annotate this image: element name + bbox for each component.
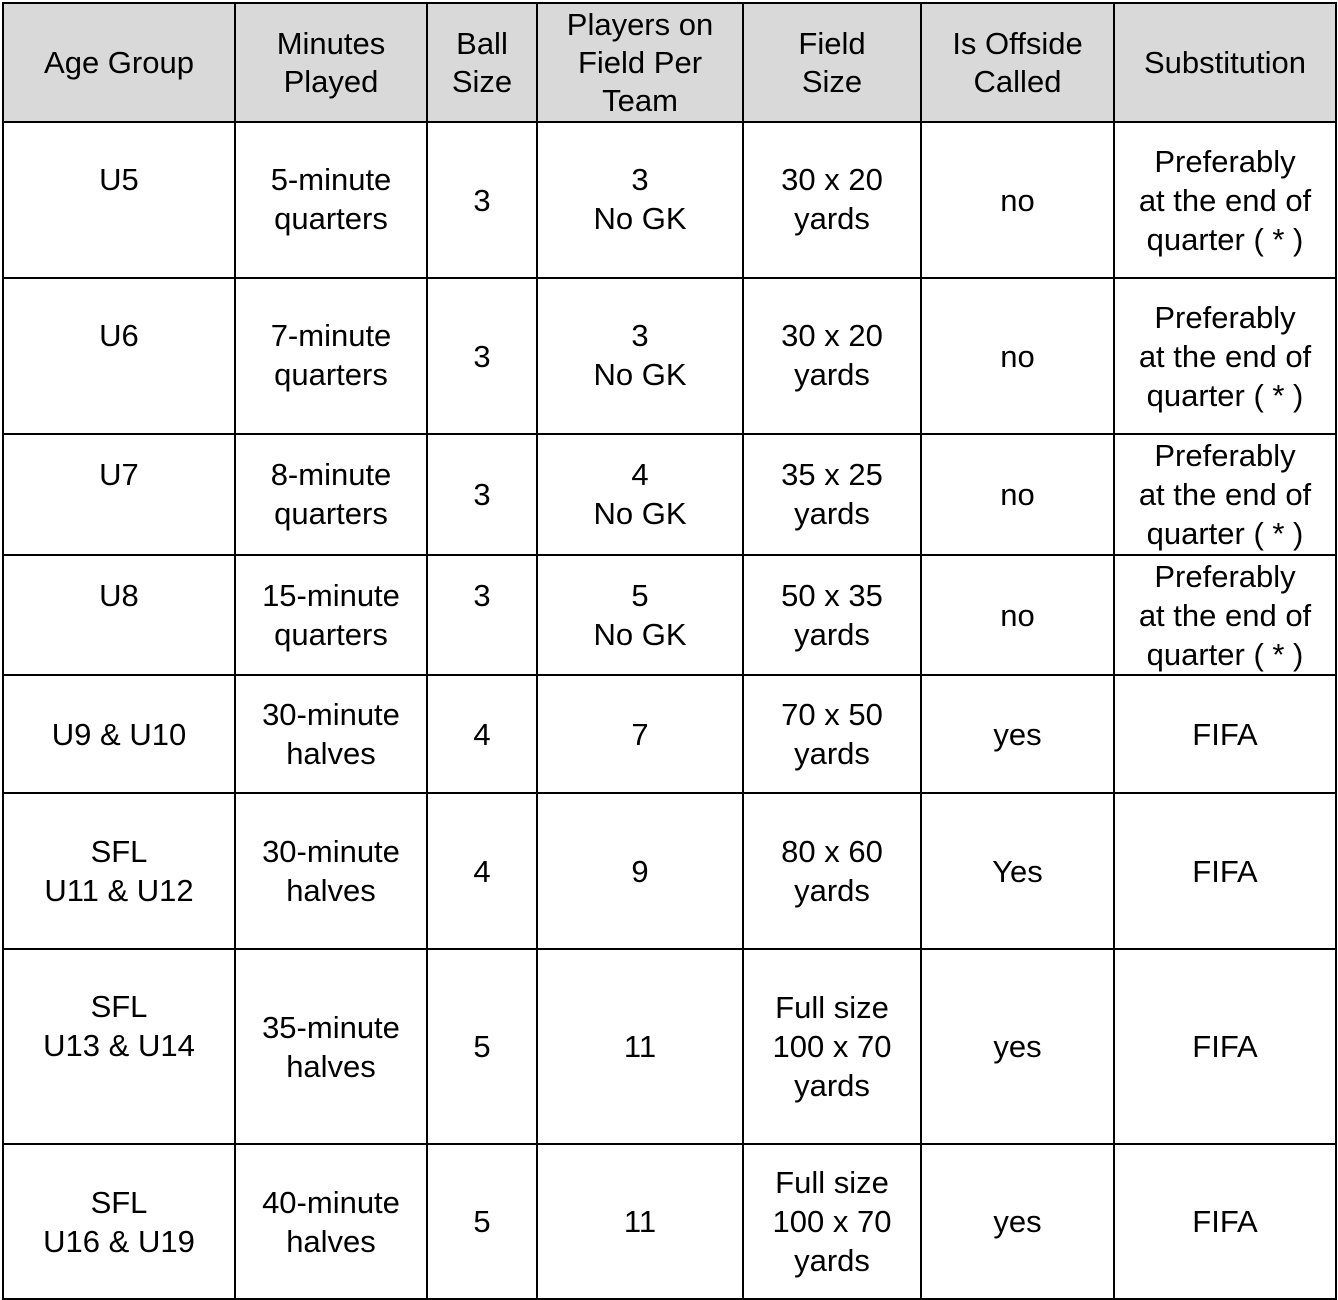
cell-field-size: 35 x 25 yards: [743, 434, 921, 555]
cell-players-per-team: 4 No GK: [537, 434, 743, 555]
cell-players-per-team: 3 No GK: [537, 278, 743, 434]
cell-minutes-played: 30-minute halves: [235, 793, 427, 949]
cell-offside-called: Yes: [921, 793, 1114, 949]
cell-minutes-played: 15-minute quarters: [235, 555, 427, 675]
cell-players-per-team: 11: [537, 1144, 743, 1299]
cell-offside-called: yes: [921, 675, 1114, 793]
cell-field-size: 70 x 50 yards: [743, 675, 921, 793]
cell-field-size: 50 x 35 yards: [743, 555, 921, 675]
cell-substitution: FIFA: [1114, 793, 1336, 949]
cell-age-group: U8: [3, 555, 235, 675]
table-row: [3, 278, 1336, 434]
cell-substitution: Preferably at the end of quarter ( * ): [1114, 122, 1336, 278]
cell-offside-called: yes: [921, 1144, 1114, 1299]
cell-ball-size: 3: [427, 555, 537, 675]
cell-minutes-played: 7-minute quarters: [235, 278, 427, 434]
header-field-size: Field Size: [743, 3, 921, 122]
cell-substitution: FIFA: [1114, 949, 1336, 1144]
cell-ball-size: 5: [427, 949, 537, 1144]
header-substitution: Substitution: [1114, 3, 1336, 122]
cell-players-per-team: 11: [537, 949, 743, 1144]
table-row: [3, 1144, 1336, 1299]
cell-age-group: U7: [3, 434, 235, 555]
cell-players-per-team: 9: [537, 793, 743, 949]
cell-age-group: SFL U16 & U19: [3, 1144, 235, 1299]
table-row: [3, 434, 1336, 555]
cell-age-group: SFL U13 & U14: [3, 949, 235, 1144]
cell-players-per-team: 7: [537, 675, 743, 793]
header-minutes-played: Minutes Played: [235, 3, 427, 122]
cell-players-per-team: 5 No GK: [537, 555, 743, 675]
cell-field-size: Full size 100 x 70 yards: [743, 1144, 921, 1299]
cell-ball-size: 3: [427, 278, 537, 434]
table-row: [3, 555, 1336, 675]
cell-age-group: U6: [3, 278, 235, 434]
cell-field-size: 30 x 20 yards: [743, 278, 921, 434]
cell-substitution: Preferably at the end of quarter ( * ): [1114, 434, 1336, 555]
cell-age-group: SFL U11 & U12: [3, 793, 235, 949]
cell-substitution: Preferably at the end of quarter ( * ): [1114, 555, 1336, 675]
cell-offside-called: no: [921, 434, 1114, 555]
table-row: [3, 949, 1336, 1144]
header-row: [3, 3, 1336, 122]
cell-minutes-played: 35-minute halves: [235, 949, 427, 1144]
cell-offside-called: no: [921, 122, 1114, 278]
header-ball-size: Ball Size: [427, 3, 537, 122]
table-row: [3, 122, 1336, 278]
cell-substitution: FIFA: [1114, 1144, 1336, 1299]
cell-age-group: U5: [3, 122, 235, 278]
cell-ball-size: 5: [427, 1144, 537, 1299]
cell-ball-size: 4: [427, 793, 537, 949]
cell-substitution: Preferably at the end of quarter ( * ): [1114, 278, 1336, 434]
cell-minutes-played: 30-minute halves: [235, 675, 427, 793]
cell-minutes-played: 5-minute quarters: [235, 122, 427, 278]
table-row: [3, 675, 1336, 793]
cell-ball-size: 3: [427, 122, 537, 278]
age-group-rules-table: [2, 2, 1337, 1300]
cell-offside-called: no: [921, 278, 1114, 434]
cell-field-size: 80 x 60 yards: [743, 793, 921, 949]
header-age-group: Age Group: [3, 3, 235, 122]
cell-players-per-team: 3 No GK: [537, 122, 743, 278]
header-offside-called: Is Offside Called: [921, 3, 1114, 122]
table-row: [3, 793, 1336, 949]
cell-substitution: FIFA: [1114, 675, 1336, 793]
cell-ball-size: 3: [427, 434, 537, 555]
cell-offside-called: yes: [921, 949, 1114, 1144]
cell-minutes-played: 40-minute halves: [235, 1144, 427, 1299]
cell-age-group: U9 & U10: [3, 675, 235, 793]
header-players-per-team: Players on Field Per Team: [537, 3, 743, 122]
cell-field-size: 30 x 20 yards: [743, 122, 921, 278]
cell-ball-size: 4: [427, 675, 537, 793]
cell-minutes-played: 8-minute quarters: [235, 434, 427, 555]
cell-offside-called: no: [921, 555, 1114, 675]
cell-field-size: Full size 100 x 70 yards: [743, 949, 921, 1144]
